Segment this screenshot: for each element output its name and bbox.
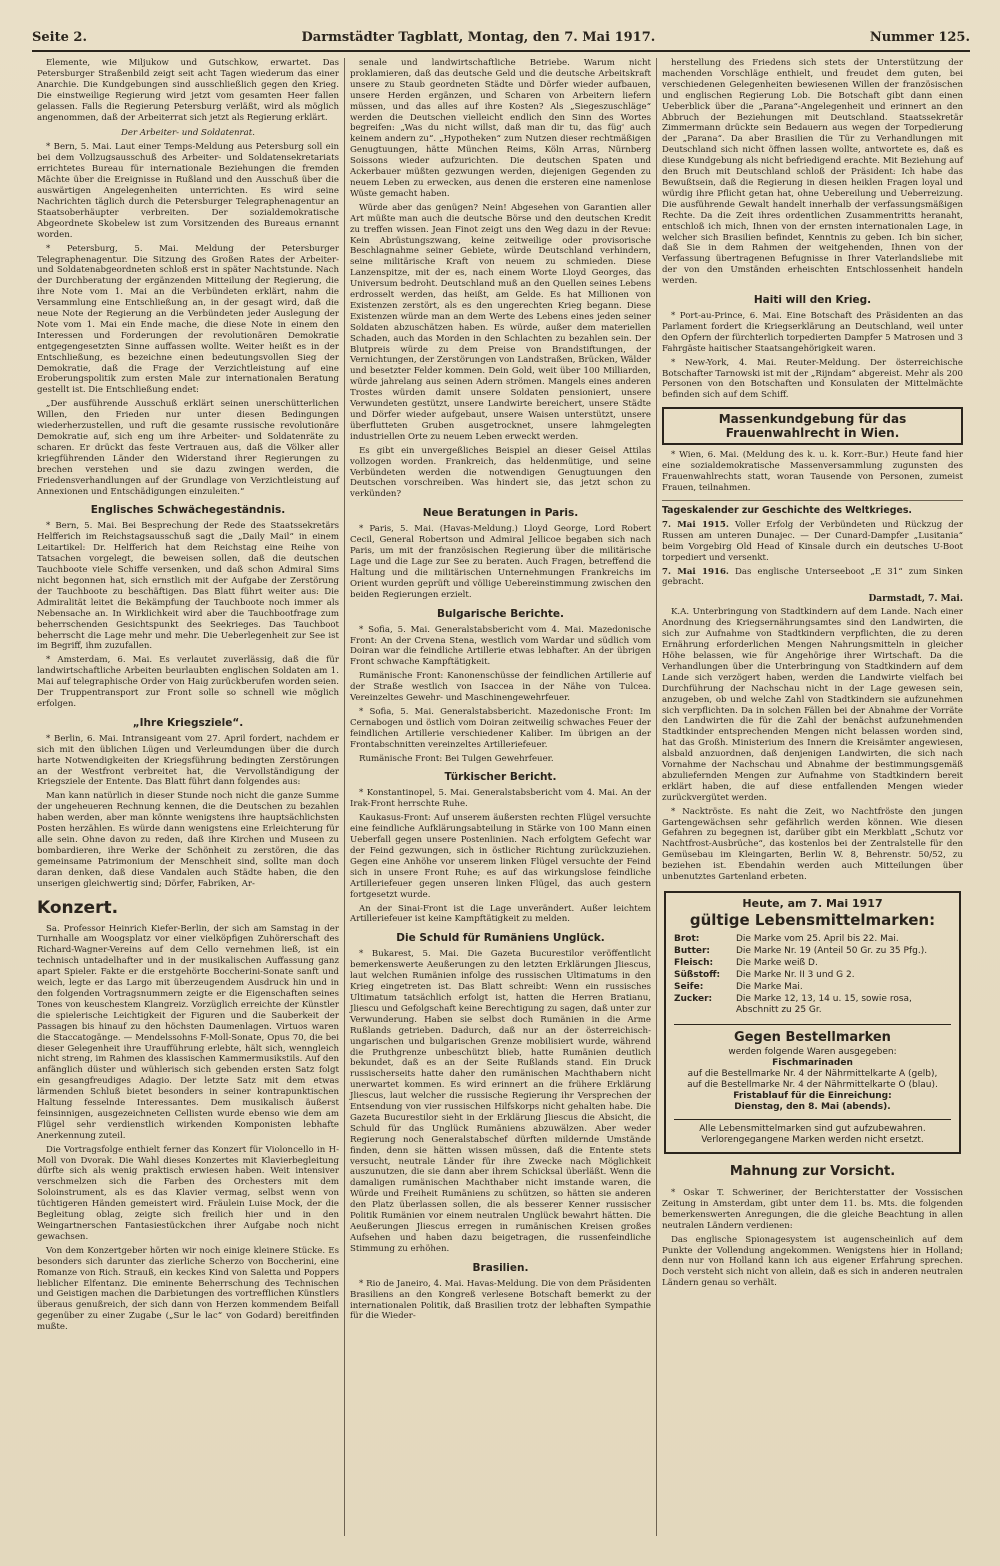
calendar-text: Das englische Unterseeboot „E 31“ zum Sinken gebracht. [662,566,963,588]
paragraph: * Bern, 5. Mai. Laut einer Temps-Meldung aus Petersburg soll ein bei dem Vollzugsausschuß des Arbeiter- und Soldatensekretariats errichtetes Bureau für internationale Beziehungen die fremden Mächte über die Ereignisse in Rußland und den Ausschuß über die auswärtigen Angelegenheiten unterrichten. Es wird seine Nachrichten täglich durch die Petersburger Telegraphenagentur an Staatsoberhäupter verbreiten. Der sozialdemokratische Abgeordnete Skobelew ist zum Vorsitzenden des Bureaus ernannt worden. [37,142,339,240]
paragraph: Von dem Konzertgeber hörten wir noch einige kleinere Stücke. Es besonders sich darunter das zierliche Scherzo von Boccherini, eine Romanze von Rich. Strauß, ein keckes Kind von Saletta und Poppers lieblicher Elfentanz. Die eminente Beherrschung des Technischen und Geistigen machen die Darbietungen des vortrefflichen Künstlers überaus genußreich, der sich dann von Herzen kommendem Beifall gegenüber zu einer Zugabe („Sur le lac“ von Godard) bereitfinden mußte. [37,1245,339,1333]
paragraph: Die Vortragsfolge enthielt ferner das Konzert für Violoncello in H-Moll von Dvorak. Die Wahl dieses Konzertes mit Klavierbegleitung dürfte sich als wenig praktisch erwiesen haben. Weit intensiver verschmelzen sich die Farben des Orchesters mit dem Soloinstrument, als es das Klavier vermag, selbst wenn von tüchtigeren Händen gemeistert wird. Fräulein Luise Mock, der die Begleitung oblag, zeigte sich freilich hier und in den Weingartnerschen Fantasiestückchen ihrer Aufgabe noch nicht gewachsen. [37,1144,339,1242]
food-label: Brot: [674,934,700,944]
newspaper-title: Darmstädter Tagblatt, Montag, den 7. Mai 1917. [301,30,656,45]
order-stamps-line: werden folgende Waren ausgegeben: [728,1047,897,1057]
paragraph: herstellung des Friedens sich stets der Unterstützung der machenden Vorschläge enthielt, und freudet dem guten, bei verschiedenen Gelegenheiten bewiesenen Willen der französischen und englischen Regierung Lob. Die Botschaft gibt dann einen Ueberblick über die „Parana“-Angelegenheit und erinnert an den Abbruch der Beziehungen mit Deutschland. Staatssekretär Zimmermann drückte sein Bedauern aus wegen der Torpedierung der „Parana“. Da aber Brasilien die Tür zu Verhandlungen mit Deutschland sich nicht öffnen lassen wollte, antwortete es, daß es diese Kundgebung als nicht befriedigend erachte. Mit Beziehung auf den Bruch mit Deutschland schloß der Präsident: Ich habe das Bewußtsein, daß die Regierung in diesen heiklen Fragen loyal und würdig ihre Pflicht getan hat, ohne Uebereilung und Ueberreizung. Die ausführende Gewalt handelt innerhalb der verfassungsmäßigen Rechte. Da die Zeit ihres ordentlichen Zusammentritts heranaht, entschloß ich mich, Ihnen von der ernsten internationalen Lage, in welcher sich Brasilien befindet, Kenntnis zu geben. Ich bin sicher, daß Sie in dem Rahmen der weitgehenden, Ihnen von der Verfassung übertragenen Befugnisse in Ihrer Vaterlandsliebe mit der von den Umständen erheischten Entschlossenheit handeln werden. [662,58,963,287]
paragraph: An der Sinai-Front ist die Lage unverändert. Außer leichtem Artilleriefeuer ist keine Kampftätigkeit zu melden. [350,903,651,925]
paragraph: Man kann natürlich in dieser Stunde noch nicht die ganze Summe der ungeheueren Rechnung kennen, die die Deutschen zu bezahlen haben werden, aber man könnte wenigstens ihre hauptsächlichsten Posten herzählen. Es würde dann wenigstens eine Erleichterung für alle sein. Ohne davon zu reden, daß ihre Kirchen und Museen zu bombardieren, ihre Werke der Schönheit zu zerstören, die das gemeinsame Patrimonium der Menschheit sind, sollte man doch daran denken, daß diese Vandalen auch Städte haben, die den unserigen gleichwertig sind; Dörfer, Fabriken, Ar- [37,791,339,889]
food-value: Die Marke weiß D. [736,958,818,968]
page-number: Seite 2. [32,30,87,45]
order-stamps-title: Gegen Bestellmarken [674,1024,951,1045]
food-footer-line: Verlorengegangene Marken werden nicht ersetzt. [701,1135,924,1145]
paragraph: Es gibt ein unvergeßliches Beispiel an dieser Geisel Attilas vollzogen worden. Frankreich, das heldenmütige, und seine Verbündeten werden die notwendigen Genugtuungen den Deutschen vorschreiben. Was hindert sie, das jetzt schon zu verkünden? [350,445,651,500]
food-row [674,970,951,981]
column-3 [656,58,968,1536]
section-heading-tuerkisch: Türkischer Bericht. [444,771,557,784]
paragraph: Das englische Spionagesystem ist augenscheinlich auf dem Punkte der Vollendung angekommen. Wenigstens hier in Holland; denn nur von Holland kann ich aus eigener Erfahrung sprechen. Doch versteht sich nicht von allein, daß es sich in anderen neutralen Ländern genau so verhält. [662,1234,963,1289]
section-heading-haiti: Haiti will den Krieg. [753,294,872,307]
section-heading-rumaenien: Die Schuld für Rumäniens Unglück. [396,932,605,945]
paragraph: * Oskar T. Schweriner, der Berichterstatter der Vossischen Zeitung in Amsterdam, gibt unter dem 11. bs. Mts. die folgenden bemerkenswerten Anregungen, die die gleiche Beachtung in allen neutralen Ländern verdienen: [662,1188,963,1231]
paragraph: Rumänische Front: Kanonenschüsse der feindlichen Artillerie auf der Straße westlich von Isaccea in der Nähe von Tulcea. Vereinzeltes Gewehr- und Maschinengewehrfeuer. [350,671,651,704]
issue-number: Nummer 125. [869,30,970,45]
column-1 [32,58,344,1536]
order-stamps-item: Fischmarinaden [772,1058,853,1068]
section-heading-schwaechegestaendnis: Englisches Schwächegeständnis. [90,504,286,517]
food-box-title: gültige Lebensmittelmarken: [689,911,936,929]
food-label: Seife: [674,982,704,992]
paragraph: „Der ausführende Ausschuß erklärt seinen unerschütterlichen Willen, den Frieden nur unter diesen Bedingungen wiederherzustellen, und ruft die gesamte russische revolutionäre Demokratie auf, sich eng um ihre Arbeiter- und Soldatenräte zu scharen. Er drückt das feste Vertrauen aus, daß die Völker aller kriegführenden Länder den Widerstand ihrer Regierungen zu brechen verstehen und sie dazu zwingen werden, die Friedensverhandlungen auf der Grundlage von Verzichtleistung auf Annexionen und Entschädigungen einzuleiten.“ [37,399,339,497]
food-box-footer [674,1119,951,1146]
paragraph: * Nacktröste. Es naht die Zeit, wo Nachtfröste den jungen Gartengewächsen sehr gefährlich werden können. Wie diesen Gefahren zu begegnen ist, darüber gibt ein Merkblatt „Schutz vor Nachtfrost-Ausbrüche“, das kostenlos bei der Zentralstelle für den Gemüsebau im Kleingarten, Berlin W. 8, Behrenstr. 50/52, zu beziehen ist. Ebendahin werden auch Mitteilungen über unbenutztes Gartenland erbeten. [662,806,963,883]
paragraph: * New-York, 4. Mai. Reuter-Meldung. Der österreichische Botschafter Tarnowski ist mit der „Rijndam“ abgereist. Mehr als 200 Personen von den Botschaften und Konsulaten der Mittelmächte befinden sich auf dem Schiff. [662,357,963,401]
food-label: Butter: [674,946,711,956]
paragraph: * Wien, 6. Mai. (Meldung des k. u. k. Korr.-Bur.) Heute fand hier eine sozialdemokratische Massenversammlung zugunsten des Frauenwahlrechts statt, woran Tausende von Personen, zumeist Frauen, teilnahmen. [662,450,963,493]
section-heading-tageskalender: Tageskalender zur Geschichte des Weltkrieges. [662,500,963,516]
paragraph: * Bern, 5. Mai. Bei Besprechung der Rede des Staatssekretärs Helfferich im Reichstagsausschuß sagt die „Daily Mail“ in einem Leitartikel: Dr. Helfferich hat dem Reichstag eine Reihe von Tatsachen vorgelegt, die beweisen sollen, daß die deutschen Tauchboote viele Schiffe versenken, und daß schon Admiral Sims nicht begonnen hat, sich ernstlich mit der Aufgabe der Zerstörung der Tauchboote zu beschäftigen. Das Blatt führt weiter aus: Die Admiralität leitet die Bekämpfung der Tauchboote noch immer als Nebensache an. In Wirklichkeit wird aber die Tauchbootfrage zum beherrschenden Gesichtspunkt des Seekrieges. Das Tauchboot beherrscht die Lage mehr und mehr. Die Ueberlegenheit zur See ist im Begriff, ihm zuzufallen. [37,521,339,652]
calendar-text: Voller Erfolg der Verbündeten und Rückzug der Russen am unteren Dunajec. — Der Cunard-Dampfer „Lusitania“ beim Vorgebirg Old Head of Kinsale durch ein deutsches U-Boot torpediert und versenkt. [662,519,963,563]
paragraph: * Konstantinopel, 5. Mai. Generalstabsbericht vom 4. Mai. An der Irak-Front herrschte Ruhe. [350,788,651,810]
order-deadline-date: Dienstag, den 8. Mai (abends). [734,1102,891,1112]
food-value: Die Marke Nr. 19 (Anteil 50 Gr. zu 35 Pfg.). [736,946,928,956]
paragraph: K.A. Unterbringung von Stadtkindern auf dem Lande. Nach einer Anordnung des Kriegsernährungsamtes sind den Landwirten, die sich zur Aufnahme von Stadtkindern verpflichten, die zu deren Ernährung erforderlichen Mengen Nahrungsmitteln in gleicher Höhe belassen, wie für Angehörige ihrer Wirtschaft. Da die Verhandlungen über die Unterbringung von Stadtkindern auf dem Lande sich verzögert haben, werden die Landwirte vielfach bei Durchführung der Nachschau nicht in der Lage gewesen sein, anzugeben, ob und welche Zahl von Stadtkindern sie aufzunehmen sich verpflichten. Da in solchen Fällen bei der Abnahme der Vorräte den Landwirten die für die Zahl der benächst aufzunehmenden Stadtkinder entsprechenden Mengen nicht belassen worden sind, hat das Großh. Ministerium des Innern die Kreisämter angewiesen, alsbald anzuordnen, daß denjenigen Landwirten, die sich nach Vornahme der Nachschau und Abnahme der bestimmungsgemäß abzuliefernden Mengen zur Aufnahme von Stadtkindern bereit erklärt haben, die auf diese entfallenden Mengen wieder zurückvergütet werden. [662,607,963,803]
paragraph: * Sofia, 5. Mai. Generalstabsbericht. Mazedonische Front: Im Cernabogen und östlich vom Doiran zeitweilig schwaches Feuer der feindlichen Artillerie verschiedener Kaliber. Im übrigen an der Frontabschnitten vereinzeltes Artilleriefeuer. [350,706,651,750]
section-heading-arbeiterrat: Der Arbeiter- und Soldatenrat. [121,128,255,139]
food-value: Die Marke 12, 13, 14 u. 15, sowie rosa, Abschnitt zu 25 Gr. [736,994,912,1015]
paragraph: senale und landwirtschaftliche Betriebe. Warum nicht proklamieren, daß das deutsche Geld und die deutsche Arbeitskraft unsere zu Staub geordneten Städte und Dörfer wieder aufbauen, unsere Herden ergänzen, und Scharen von Arbeitern liefern müssen, und das alles auf ihre Kosten? Als „Siegeszuschläge“ werden die Deutschen vielleicht endlich den Sinn des Wortes begreifen: „Was du nicht willst, daß man dir tu, das füg' auch keinem andern zu“. „Hypotheken“ zum Nutzen dieser rechtmäßigen Genugtuungen, hätte München Reims, Köln Arras, Nürnberg Soissons wieder aufzurichten. Die deutschen Spaten und Ackerbauer müßten gezwungen werden, diejenigen Gegenden zu neuem Leben zu erwecken, aus denen die ersteren eine namenlose Wüste gemacht haben. [350,58,651,199]
paragraph: * Port-au-Prince, 6. Mai. Eine Botschaft des Präsidenten an das Parlament fordert die Kriegserklärung an Deutschland, weil unter den Opfern der fürchterlich torpedierten Dampfer 5 Matrosen und 3 Fahrgäste haitischer Staatsangehörigkeit waren. [662,311,963,354]
paragraph: * Rio de Janeiro, 4. Mai. Havas-Meldung. Die von dem Präsidenten Brasiliens an den Kongreß verlesene Botschaft bemerkt zu der internationalen Politik, daß Brasilien trotz der lebhaften Sympathie für die Wieder- [350,1278,651,1322]
local-dateline: Darmstadt, 7. Mai. [868,594,963,605]
order-stamps-line: auf die Bestellmarke Nr. 4 der Nährmittelkarte A (gelb), [687,1069,938,1079]
section-heading-konzert: Konzert. [37,897,119,918]
calendar-entry [662,567,963,589]
calendar-date: 7. Mai 1916. [662,566,729,577]
paragraph: * Amsterdam, 6. Mai. Es verlautet zuverlässig, daß die für landwirtschaftliche Arbeiten beurlaubten englischen Soldaten am 1. Mai auf telegraphische Order von Haig zurückberufen worden seien. Der Truppentransport zur Front solle so schnell wie möglich erfolgen. [37,655,339,709]
paragraph: Kaukasus-Front: Auf unserem äußersten rechten Flügel versuchte eine feindliche Aufklärungsabteilung in Stärke von 100 Mann einen Ueberfall gegen unsere Postenlinien. Nach erfolgtem Gefecht war der Feind gezwungen, sich in östlicher Richtung zurückzuziehen. Gegen eine Anhöhe vor unserem linken Flügel versuchte der Feind sich in unsere Front Ruhe; es auf das wirkungslose feindliche Artilleriefeuer gegen unseren linken Flügel, das auch gestern fortgesetzt wurde. [350,813,651,900]
paragraph: Rumänische Front: Bei Tulgen Gewehrfeuer. [359,753,554,764]
paragraph: Würde aber das genügen? Nein! Abgesehen von Garantien aller Art müßte man auch die deutsche Börse und den deutschen Kredit zu treffen wissen. Jean Finot zeigt uns den Weg dazu in der Revue: Kein Abrüstungszwang, keine zeitweilige oder provisorische Beschlagnahme seiner Gebiete, würde Deutschland verhindern, seine militärische Kraft von neuem zu schmieden. Diese Lanzenspitze, mit der es, nach einem Worte Lloyd Georges, das Universum bedroht. Deutschland muß an den Quellen seines Lebens erdrosselt werden, das heißt, am Gelde. Es hat Millionen von Existenzen zerstört, als es den ungerechten Krieg begann. Diese Existenzen würde man an dem Werte des Lebens eines jeden seiner Soldaten abzuschätzen haben. Es würde, außer dem materiellen Schaden, auch das Morden in den Schlachten zu bezahlen sein. Der Blutpreis würde zu dem Preise von Brandstiftungen, der Vernichtungen, der Zerstörungen von Landstraßen, Brücken, Wälder und besetzter Felder kommen. Dein Gold, weit über 100 Milliarden, würde jahrelang aus seinen Adern strömen. Mangels eines anderen Trostes würden damit unsere Soldaten pensioniert, unsere Verwundeten gestützt, unsere Landwirte bereichert, unsere Städte und Dörfer wieder aufgebaut, unsere Waisen unterstützt, unsere überflutteten Gruben ausgetrocknet, unsere lahmgelegten industriellen Orte zu neuem Leben erweckt werden. [350,202,651,442]
order-deadline-label: Fristablauf für die Einreichung: [733,1091,892,1101]
food-label: Süßstoff: [674,970,721,980]
paragraph: * Sofia, 5. Mai. Generalstabsbericht vom 4. Mai. Mazedonische Front: An der Crvena Stena, westlich vom Wardar und südlich vom Doiran war die feindliche Artillerie etwas lebhafter. An der übrigen Front schwache Kampftätigkeit. [350,624,651,668]
calendar-entry [662,520,963,564]
food-row [674,994,951,1016]
section-heading-vorsicht: Mahnung zur Vorsicht. [729,1164,896,1179]
section-heading-brasilien: Brasilien. [472,1261,529,1274]
food-row [674,934,951,945]
paragraph: Elemente, wie Miljukow und Gutschkow, erwartet. Das Petersburger Straßenbild zeigt seit acht Tagen wiederum das einer Anarchie. Die Kundgebungen sind ausschließlich gegen den Krieg. Die einstweilige Regierung wird jetzt vom gesamten Heer fallen gelassen. Falls die Regierung Petersburg verläßt, wird als möglich angenommen, daß der Arbeiterrat sich jetzt als Regierung erklärt. [37,58,339,123]
section-heading-frauenwahlrecht: Massenkundgebung für das Frauenwahlrecht in Wien. [662,407,963,445]
calendar-date: 7. Mai 1915. [662,519,729,530]
food-box-date: Heute, am 7. Mai 1917 [742,897,883,910]
food-row [674,958,951,969]
masthead [32,30,970,52]
section-heading-kriegsziele: „Ihre Kriegsziele“. [132,716,244,729]
food-value: Die Marke vom 25. April bis 22. Mai. [736,934,899,944]
calendar-block [662,520,963,588]
columns [32,58,970,1536]
paragraph: * Berlin, 6. Mai. Intransigeant vom 27. April fordert, nachdem er sich mit den üblichen Lügen und Verleumdungen über die durch harte Notwendigkeiten der Kriegsführung bedingten Zerstörungen an der Westfront verbreitet hat, die Vervollständigung der Kriegsziele der Entente. Das Blatt führt dann folgendes aus: [37,733,339,788]
paragraph: * Paris, 5. Mai. (Havas-Meldung.) Lloyd George, Lord Robert Cecil, General Robertson und Admiral Jellicoe begaben sich nach Paris, um mit der französischen Regierung über die militärische Lage und die Lage zur See zu beraten. Auch Fragen, betreffend die Haltung und die militärischen Unternehmungen Frankreichs im Orient wurden geprüft und völlige Uebereinstimmung zwischen den beiden Regierungen erzielt. [350,524,651,600]
paragraph: * Bukarest, 5. Mai. Die Gazeta Bucurestilor veröffentlicht bemerkenswerte Aeußerungen zu den letzten Erklärungen Jliescus, laut welchen Rumänien infolge des russischen Ultimatums in den Krieg eingetreten ist. Das Blatt schreibt: Wenn ein russisches Ultimatum tatsächlich erfolgt ist, hatten die Herren Bratianu, Jliescu und Gefolgschaft keine Berechtigung zu sagen, daß unter zur Verwunderung. Haben sie selbst doch Rumänien in die Arme Rußlands getrieben. Dadurch, daß nur an der österreichisch-ungarischen und bulgarischen Grenze mobilisiert wurde, während die Pruthgrenze unbeschützt blieb, hatte Rumänien deutlich bekundet, daß es an der Seite Rußlands stand. Ein Druck russischerseits hatte daher den rumänischen Machthabern nicht unerwartet kommen. Es wird erinnert an die frühere Erklärung Jliescus, laut welcher die russische Regierung ihr Versprechen der Entsendung von vier russischen Hilfskorps nicht gehalten habe. Die Gazeta Bucurestilor sieht in der Erklärung Jliescus die Absicht, die Schuld für das Unglück Rumäniens abzuwälzen. Aber weder Regierung noch Generalstabschef dürften mildernde Umstände finden, denn sie hätten wissen müssen, daß die Entente stets versucht, neutrale Länder für ihre Zwecke nach Möglichkeit auszunutzen, die sie dann aber ihrem Schicksal überläßt. Wenn die damaligen rumänischen Machthaber nicht imstande waren, die Würde und Freiheit Rumäniens zu schützen, so hätten sie anderen den Platz überlassen sollen, die als besserer Kenner russischer Politik Rumänien vor einem neutralen Unglück bewahrt hätten. Die Aeußerungen Jliescus erregen in rumänischen Kreisen großes Aufsehen und haben dazu beigetragen, die russenfeindliche Stimmung zu erhöhen. [350,949,651,1254]
paragraph: Sa. Professor Heinrich Kiefer-Berlin, der sich am Samstag in der Turnhalle am Woogsplatz vor einer vielköpfigen Zuhörerschaft des Richard-Wagner-Vereins auf dem Cello vernehmen ließ, ist ein technisch untadelhafter und in der musikalischen Auffassung ganz apart Spieler. Fakte er die erstgehörte Boccherini-Sonate sanft und weich, legte er das Largo mit überzeugendem Ausdruck hin und in den folgenden Vortragsnummern zeigte er die Eigenschaften seines Tones von keuschestem Klangreiz. Vorzüglich erreichte der Künstler die spielerische Leichtigkeit der Figuren und die Sauberkeit der Passagen bis hinauf zu den höchsten Daumenlagen. Virtuos waren die Staccatogänge. — Mendelssohns F-Moll-Sonate, Opus 70, die bei dieser Gelegenheit ihre Uraufführung erlebte, hält sich, wenngleich nicht streng, im Rahmen des klassischen Kammermusikstils. Auf den anfänglich düster und wühlerisch sich gebenden ersten Satz folgt ein gesangfreudiges Adagio. Der letzte Satz mit dem etwas lärmenden Schluß bietet besonders in seiner kontrapunktischen Haltung fesselnde Interessantes. Dem musikalisch äußerst feinsinnigen, ausgezeichneten Cellisten wurde ebenso wie dem am Flügel sehr verdienstlich wirkenden Komponisten lebhafte Anerkennung zuteil. [37,923,339,1141]
food-label: Fleisch: [674,958,714,968]
food-value: Die Marke Mai. [736,982,803,992]
food-value: Die Marke Nr. II 3 und G 2. [736,970,855,980]
food-row [674,982,951,993]
section-heading-bulgarisch: Bulgarische Berichte. [437,607,564,620]
food-row [674,946,951,957]
paragraph: * Petersburg, 5. Mai. Meldung der Petersburger Telegraphenagentur. Die Sitzung des Großen Rates der Arbeiter- und Soldatenabgeordneten schloß erst in später Nachtstunde. Nach der Durchberatung der ergänzenden Mitteilung der Regierung, die ihre Note vom 1. Mai an die Verbündeten erklärt, nahm die Versammlung eine Entschließung an, in der gesagt wird, daß die neue Note der Regierung an die Verbündeten jeder Auslegung der Note vom 1. Mai ein Ende mache, die diese Note in einem den Interessen und Forderungen der revolutionären Demokratie entgegengesetzten Sinne auffassen wollte. Weiter heißt es in der Entschließung, es bezeichne einen bedeutungsvollen Sieg der Demokratie, daß die Frage der Verzichtleistung auf eine Eroberungspolitik zum ersten Male zur internationalen Beratung gestellt ist. Die Entschließung endet: [37,243,339,396]
food-label: Zucker: [674,994,713,1004]
order-stamps-line: auf die Bestellmarke Nr. 4 der Nährmittelkarte O (blau). [687,1080,938,1090]
food-stamps-box [664,891,961,1154]
food-footer-line: Alle Lebensmittelmarken sind gut aufzubewahren. [699,1124,926,1134]
column-2 [344,58,656,1536]
section-heading-paris: Neue Beratungen in Paris. [422,507,579,520]
